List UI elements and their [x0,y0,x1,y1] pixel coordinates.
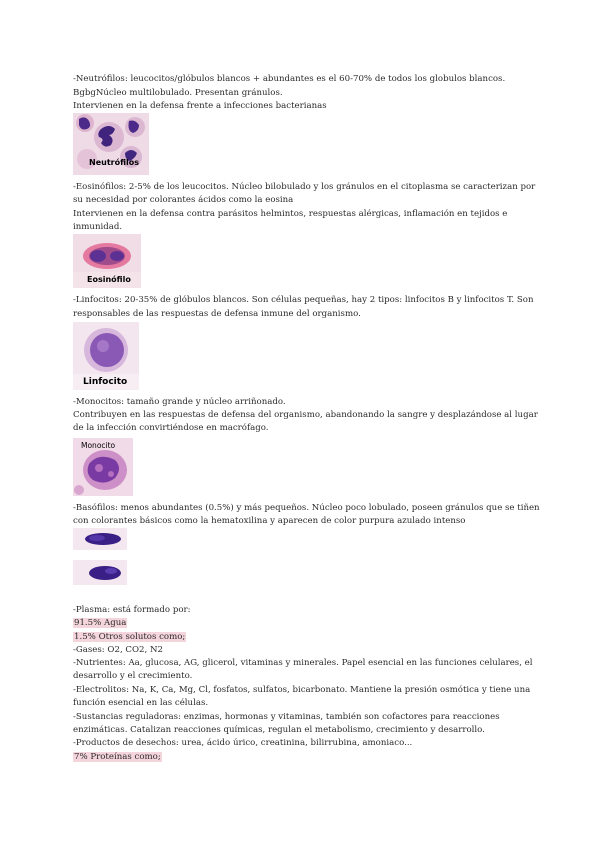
highlight: 1.5% Otros solutos como; [74,632,186,642]
text-line: -Sustancias reguladoras: enzimas, hormonas y vitaminas, también son cofactores para reacciones [73,712,500,722]
text-line: -Neutrófilos: leucocitos/glóbulos blancos + abundantes es el 60-70% de todos los globulos blancos. [73,74,506,84]
lymphocyte-image [73,322,139,390]
highlight: 7% Proteínas como; [74,752,161,762]
text-line: -Productos de desechos: urea, ácido úrico, creatinina, bilirrubina, amoniaco... [73,738,413,748]
image-caption: Linfocito [83,377,128,387]
image-caption: Monocito [81,441,116,450]
text-line: -Nutrientes: Aa, glucosa, AG, glicerol, vitaminas y minerales. Papel esencial en las funciones celulares, el [73,658,533,668]
text-line: función esencial en las células. [73,698,209,708]
monocyte-image [73,438,133,496]
text-line: Contribuyen en las respuestas de defensa del organismo, abandonando la sangre y desplazándose al lugar [73,410,538,420]
text-line [73,617,127,629]
text-line: -Gases: O2, CO2, N2 [73,645,163,655]
text-line: enzimáticas. Catalizan reacciones químicas, regulan el metabolismo, crecimiento y desarrollo. [73,725,485,735]
basophil-image-1 [73,528,127,550]
text-line: -Eosinófilos: 2-5% de los leucocitos. Núcleo bilobulado y los gránulos en el citoplasma se caracterizan por [73,182,536,192]
text-line: Intervienen en la defensa contra parásitos helmintos, respuestas alérgicas, inflamación en tejidos e [73,209,508,219]
text-line: -Basófilos: menos abundantes (0.5%) y más pequeños. Núcleo poco lobulado, poseen gránulos que se tiñen [73,503,540,513]
basophil-image-2 [73,560,127,585]
text-line [73,751,162,763]
text-line: con colorantes básicos como la hematoxilina y aparecen de color purpura azulado intenso [73,516,466,526]
text-line: su necesidad por colorantes ácidos como la eosina [73,195,294,205]
text-line: -Plasma: está formado por: [73,605,191,615]
text-line: inmunidad. [73,222,123,232]
text-line [73,631,186,643]
text-line: desarrollo y el crecimiento. [73,671,193,681]
image-caption: Eosinófilo [87,275,131,284]
text-line: -Monocitos: tamaño grande y núcleo arriñonado. [73,397,286,407]
text-line: responsables de las respuestas de defensa inmune del organismo. [73,309,361,319]
eosinophil-image [73,234,141,288]
text-line: de la infección convirtiéndose en macrófago. [73,423,269,433]
image-caption: Neutrófilos [89,158,140,167]
highlight: 91.5% Agua [74,618,127,628]
text-line: -Linfocitos: 20-35% de glóbulos blancos. Son células pequeñas, hay 2 tipos: linfocitos B y linfocitos T. Son [73,295,534,305]
neutrophil-image [73,113,149,175]
text-line: BgbgNúcleo multilobulado. Presentan gránulos. [73,88,283,98]
text-line: Intervienen en la defensa frente a infecciones bacterianas [73,101,327,111]
text-line: -Electrolitos: Na, K, Ca, Mg, Cl, fosfatos, sulfatos, bicarbonato. Mantiene la presión osmótica y tiene una [73,685,531,695]
